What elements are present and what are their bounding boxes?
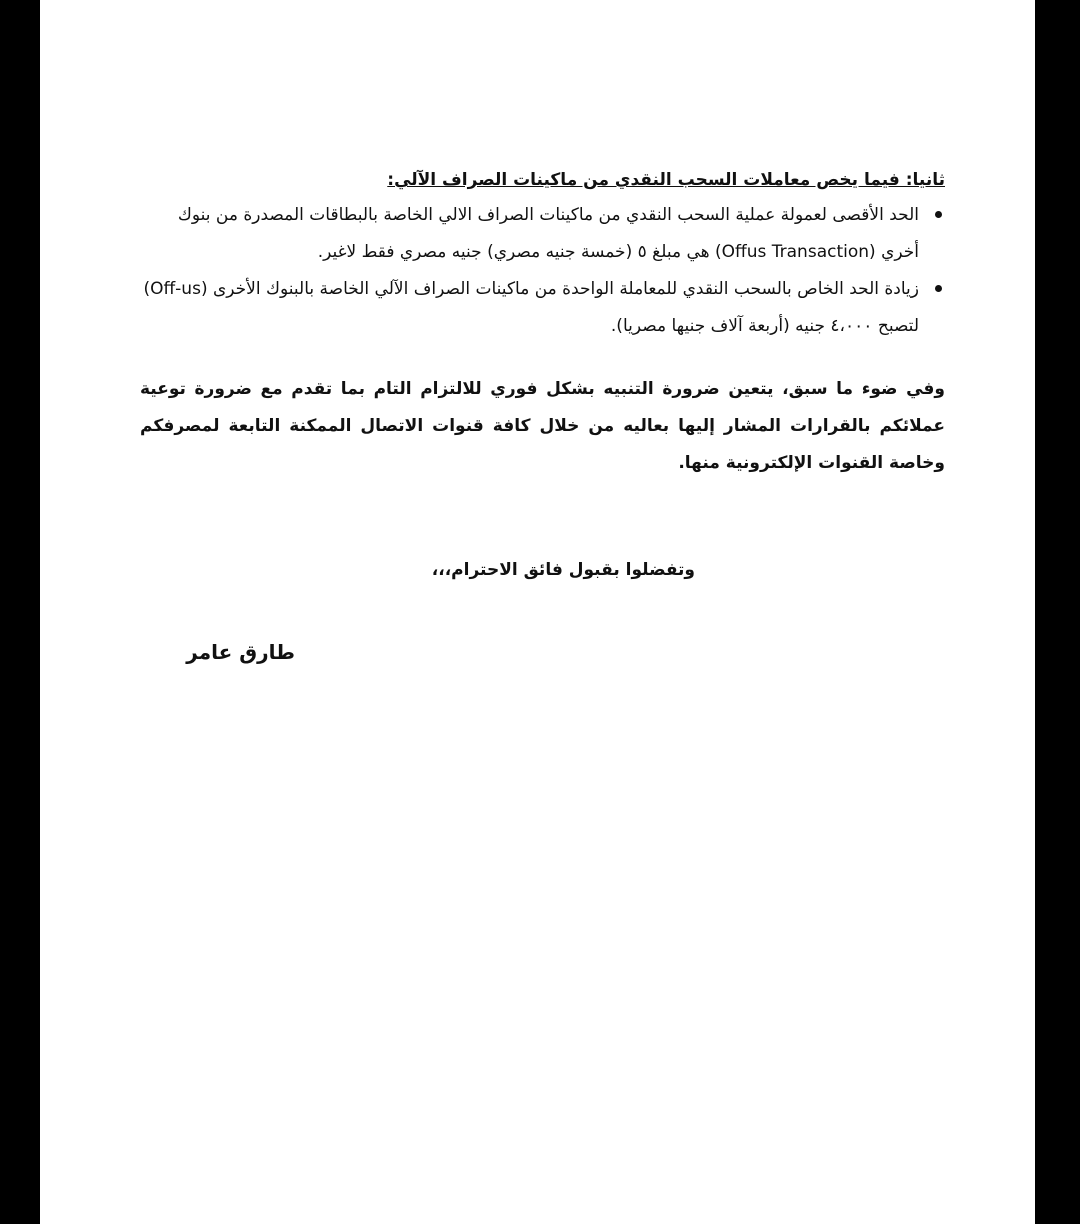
bullet-list	[140, 197, 945, 345]
bullet-item-withdrawal-limit: زيادة الحد الخاص بالسحب النقدي للمعاملة الواحدة من ماكينات الصراف الآلي الخاصة بالبنوك الأخرى (Off-us) لتصبح ٤،٠٠٠ جنيه (أربعة آلاف جنيها مصريا).	[140, 271, 945, 345]
bullet-item-commission: الحد الأقصى لعمولة عملية السحب النقدي من ماكينات الصراف الالي الخاصة بالبطاقات المصدرة من بنوك أخري (Offus Transaction) هي مبلغ ٥ (خمسة جنيه مصري) جنيه مصري فقط لاغير.	[140, 197, 945, 271]
closing-paragraph: وفي ضوء ما سبق، يتعين ضرورة التنبيه بشكل فوري للالتزام التام بما تقدم مع ضرورة توعية عملائكم بالقرارات المشار إليها بعاليه من خلال كافة قنوات الاتصال الممكنة التابعة لمصرفكم وخاصة القنوات الإلكترونية منها.	[140, 379, 945, 473]
section-heading: ثانيا: فيما يخص معاملات السحب النقدي من ماكينات الصراف الآلي:	[387, 170, 945, 190]
salutation: وتفضلوا بقبول فائق الاحترام،،،	[431, 560, 695, 580]
signature-name: طارق عامر	[186, 640, 295, 664]
document-page	[40, 0, 1035, 1224]
document-body	[140, 165, 945, 499]
